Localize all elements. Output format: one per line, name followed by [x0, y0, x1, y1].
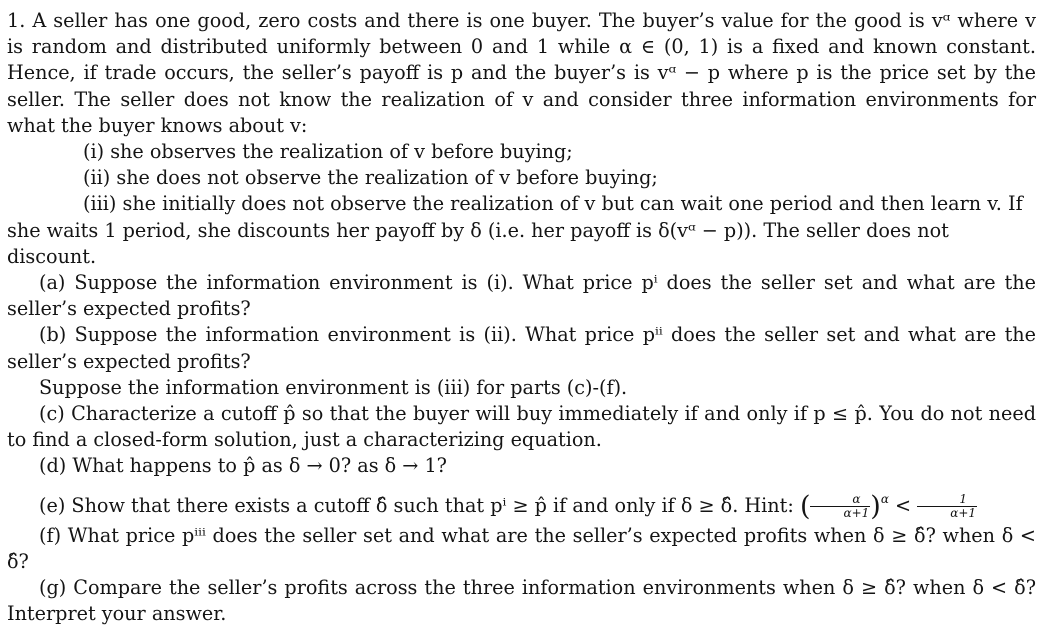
environment-ii: (ii) she does not observe the realization of v before buying;: [83, 166, 658, 190]
part-g: (g) Compare the seller’s profits across the three information environments when δ ≥ δ̂? when δ < δ̂? Interpret your answer.: [7, 576, 1036, 626]
environment-iii: (iii) she initially does not observe the realization of v but can wait one period and then learn v. If: [83, 192, 1023, 216]
part-c: (c) Characterize a cutoff p̂ so that the buyer will buy immediately if and only if p ≤ p̂. You do not need to find a closed-form solution, just a characterizing equation.: [7, 402, 1036, 452]
environment-i: (i) she observes the realization of v before buying;: [83, 140, 573, 164]
hint-relation: <: [895, 493, 912, 517]
problem-intro: 1. A seller has one good, zero costs and there is one buyer. The buyer’s value for the good is vᵅ where v is random and distributed uniformly between 0 and 1 while α ∈ (0, 1) is a fixed and known constant. Hence, if trade occurs, the seller’s payoff is p and the buyer’s is vᵅ − p where p is the price set by the seller. The seller does not know the realization of v and consider three information environments for what the buyer knows about v:: [7, 9, 1036, 137]
hint-exponent: α: [880, 491, 889, 506]
environment-iii-continued: she waits 1 period, she discounts her payoff by δ (i.e. her payoff is δ(vᵅ − p)). The seller does not discount.: [7, 218, 949, 268]
suppose-environment-iii: Suppose the information environment is (iii) for parts (c)-(f).: [39, 375, 628, 399]
part-e: [7, 482, 1036, 523]
part-e-text: (e) Show that there exists a cutoff δ̂ such that pⁱ ≥ p̂ if and only if δ ≥ δ̂. Hint:: [39, 493, 794, 517]
hint-fraction-right: $\frac{1}{\alpha+1}$: [917, 493, 977, 520]
hint-expression: ( $\frac{\alpha}{\alpha+1}$ )$^\alpha$ < $\frac{1}{\alpha+1}$: [799, 490, 977, 522]
part-f: (f) What price pⁱⁱⁱ does the seller set and what are the seller’s expected profits when δ ≥ δ̂? when δ < δ̂?: [7, 523, 1036, 573]
part-a: (a) Suppose the information environment is (i). What price pⁱ does the seller set and what are the seller’s expected profits?: [7, 271, 1036, 321]
part-b: (b) Suppose the information environment is (ii). What price pⁱⁱ does the seller set and what are the seller’s expected profits?: [7, 323, 1036, 373]
part-d: (d) What happens to p̂ as δ → 0? as δ → 1?: [39, 454, 447, 478]
hint-fraction-left: $\frac{\alpha}{\alpha+1}$: [810, 493, 870, 520]
